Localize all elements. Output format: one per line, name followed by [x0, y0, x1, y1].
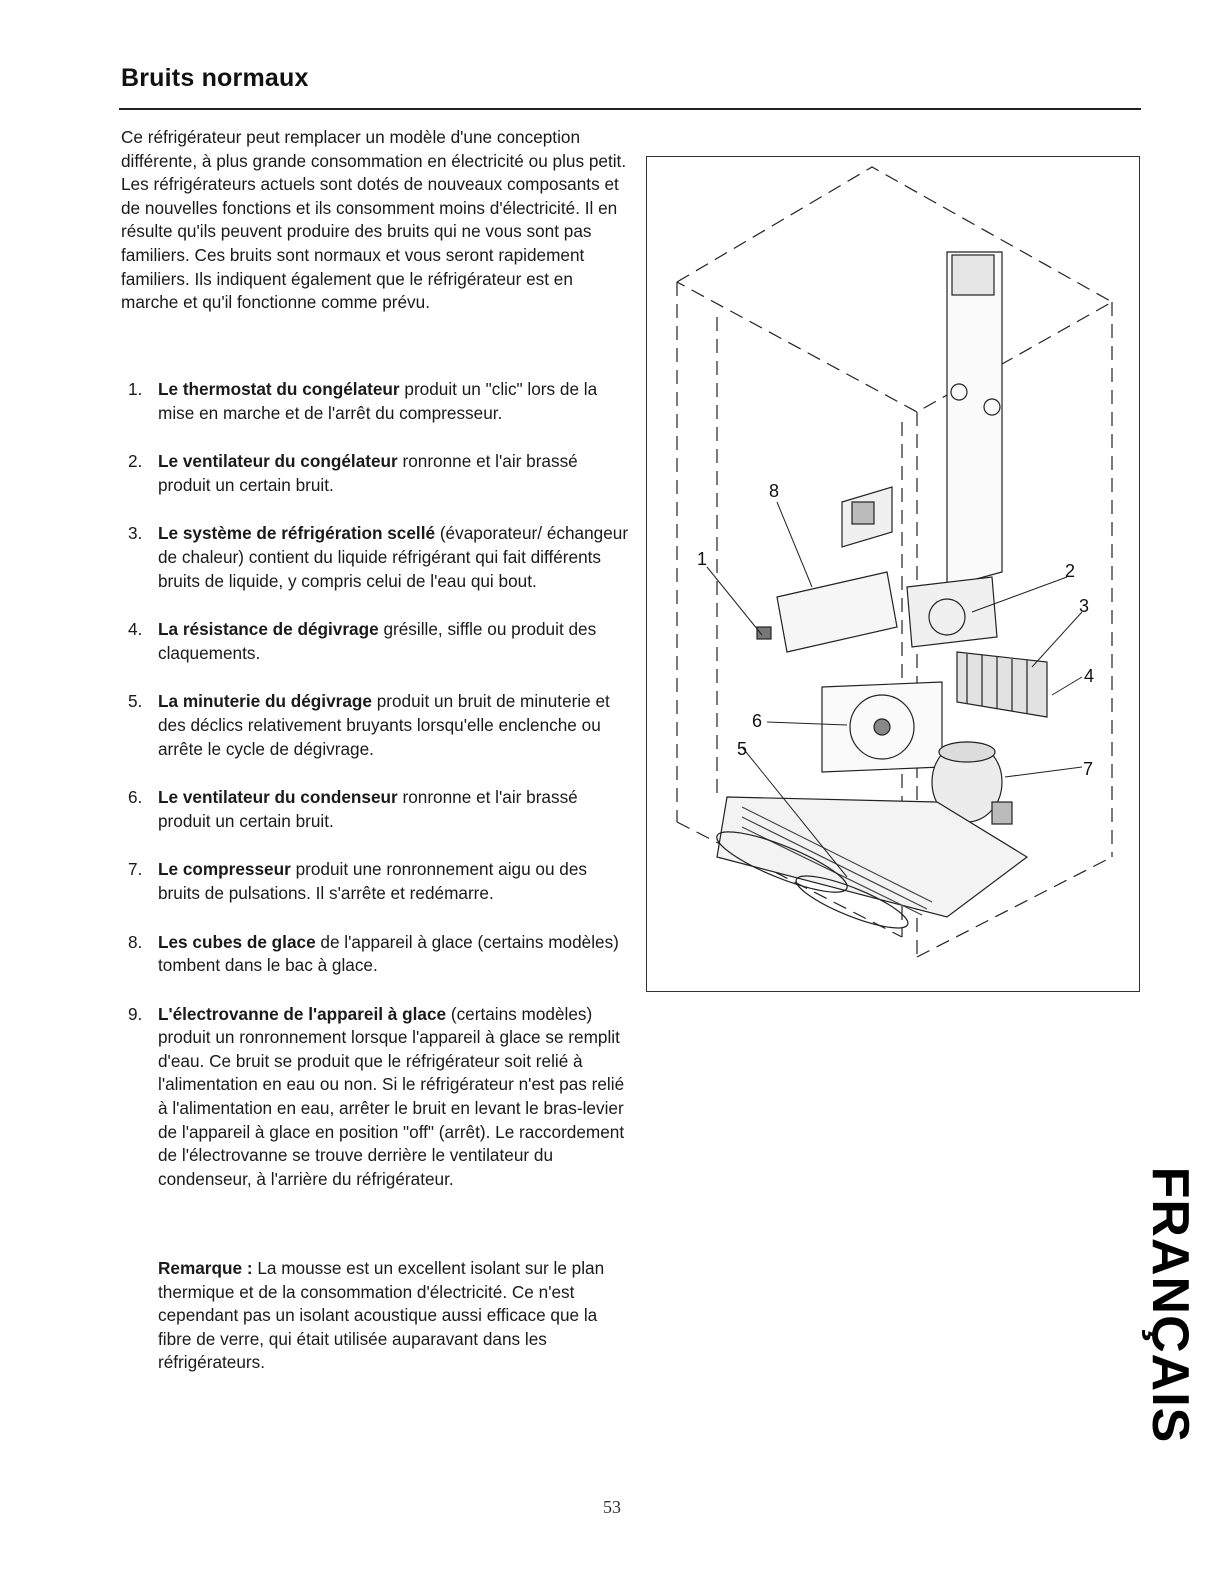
compressor-relay — [992, 802, 1012, 824]
item-term: L'électrovanne de l'appareil à glace — [158, 1003, 447, 1024]
item-text: ronronne et l'air brassé produit un certain bruit. — [158, 787, 578, 831]
item-text: produit une ronronnement aigu ou des bruits de pulsations. Il s'arrête et redémarre. — [158, 859, 588, 903]
list-item — [121, 786, 631, 833]
list-item — [121, 858, 631, 905]
item-text: ronronne et l'air brassé produit un certain bruit. — [158, 451, 578, 495]
item-text: (évaporateur/ échangeur de chaleur) contient du liquide réfrigérant qui fait différents bruits de liquide, y compris celui de l'eau qui bout. — [158, 523, 629, 591]
list-item — [121, 450, 631, 497]
item-number: 6. — [128, 787, 143, 808]
evaporator-coils — [957, 652, 1047, 717]
item-term: Le ventilateur du condenseur — [158, 787, 398, 808]
title-rule — [119, 108, 1141, 110]
refrigerator-diagram — [646, 156, 1140, 992]
item-number: 8. — [128, 931, 143, 952]
intro-paragraph: Ce réfrigérateur peut remplacer un modèle d'une conception différente, à plus grande consommation en électricité ou plus petit. Les réfrigérateurs actuels sont dotés de nouveaux composants et de nouvelles fonctions et ils consomment moins d'électricité. Il en résulte qu'ils peuvent produire des bruits qui ne vous sont pas familiers. Ces bruits sont normaux et vous seront rapidement familiers. Ils indiquent également que le réfrigérateur est en marche et qu'il fonctionne comme prévu. — [121, 127, 627, 313]
evaporator-duct — [947, 252, 1002, 587]
callout-3: 3 — [1079, 596, 1090, 616]
note-paragraph — [158, 1257, 628, 1375]
callout-4: 4 — [1084, 666, 1095, 686]
item-text: (certains modèles) produit un ronronnement lorsque l'appareil à glace se remplit d'eau. Ce bruit se produit que le réfrigérateur soit relié à l'alimentation en eau ou non. Si le réfrigérateur n'est pas relié à l'alimentation en eau, arrêter le bruit en levant le bras-levier de l'appareil à glace en position "off" (arrêt). Le raccordement de l'électrovanne se trouve derrière le ventilateur du condenseur, à l'arrière du réfrigérateur. — [158, 1003, 625, 1189]
noise-list — [121, 378, 631, 1216]
item-number: 2. — [128, 451, 143, 472]
cabinet-top-outline — [677, 167, 1112, 412]
list-item — [121, 931, 631, 978]
item-text: produit un bruit de minuterie et des déclics relativement bruyants lorsqu'elle enclenche ou arrête le cycle de dégivrage. — [158, 691, 610, 759]
item-term: Le thermostat du congélateur — [158, 379, 400, 399]
item-term: La minuterie du dégivrage — [158, 691, 372, 712]
item-text: produit un "clic" lors de la mise en marche et de l'arrêt du compresseur. — [158, 379, 598, 423]
item-number: 9. — [128, 1003, 143, 1024]
refrigerator-illustration — [647, 157, 1141, 993]
ice-maker-control — [852, 502, 874, 524]
list-item — [121, 1003, 631, 1192]
item-term: Le ventilateur du congélateur — [158, 451, 398, 472]
item-term: Le système de réfrigération scellé — [158, 523, 436, 544]
item-text: de l'appareil à glace (certains modèles) tombent dans le bac à glace. — [158, 931, 619, 976]
callout-8: 8 — [769, 481, 780, 501]
list-item — [121, 522, 631, 593]
freezer-fan-housing — [907, 577, 997, 647]
list-item — [121, 378, 631, 425]
list-item — [121, 618, 631, 665]
note-label: Remarque : — [158, 1258, 253, 1278]
item-number: 7. — [128, 859, 143, 880]
item-term: La résistance de dégivrage — [158, 619, 379, 640]
list-item — [121, 690, 631, 761]
callout-7: 7 — [1083, 759, 1094, 779]
page-title: Bruits normaux — [121, 64, 309, 92]
thermostat-housing — [952, 255, 994, 295]
item-text: grésille, siffle ou produit des claquements. — [158, 619, 597, 663]
page-number: 53 — [603, 1497, 621, 1517]
item-number: 3. — [128, 523, 143, 544]
ice-maker-tray — [777, 572, 897, 652]
callout-5: 5 — [737, 739, 748, 759]
item-number: 4. — [128, 619, 143, 640]
callout-6: 6 — [752, 711, 763, 731]
note-text: La mousse est un excellent isolant sur le plan thermique et de la consommation d'électricité. Ce n'est cependant pas un isolant acoustique aussi efficace que la fibre de verre, qui était utilisée auparavant dans les réfrigérateurs. — [158, 1258, 605, 1373]
callout-1: 1 — [697, 549, 708, 569]
condenser-fan-hub — [874, 719, 890, 735]
item-term: Les cubes de glace — [158, 931, 316, 952]
item-term: Le compresseur — [158, 859, 291, 880]
solenoid-valve — [757, 627, 771, 639]
callout-2: 2 — [1065, 561, 1076, 581]
language-label: FRANÇAIS — [1141, 1166, 1199, 1444]
language-side-tab — [1130, 1160, 1210, 1450]
item-number: 5. — [128, 691, 143, 712]
item-number: 1. — [128, 379, 143, 399]
